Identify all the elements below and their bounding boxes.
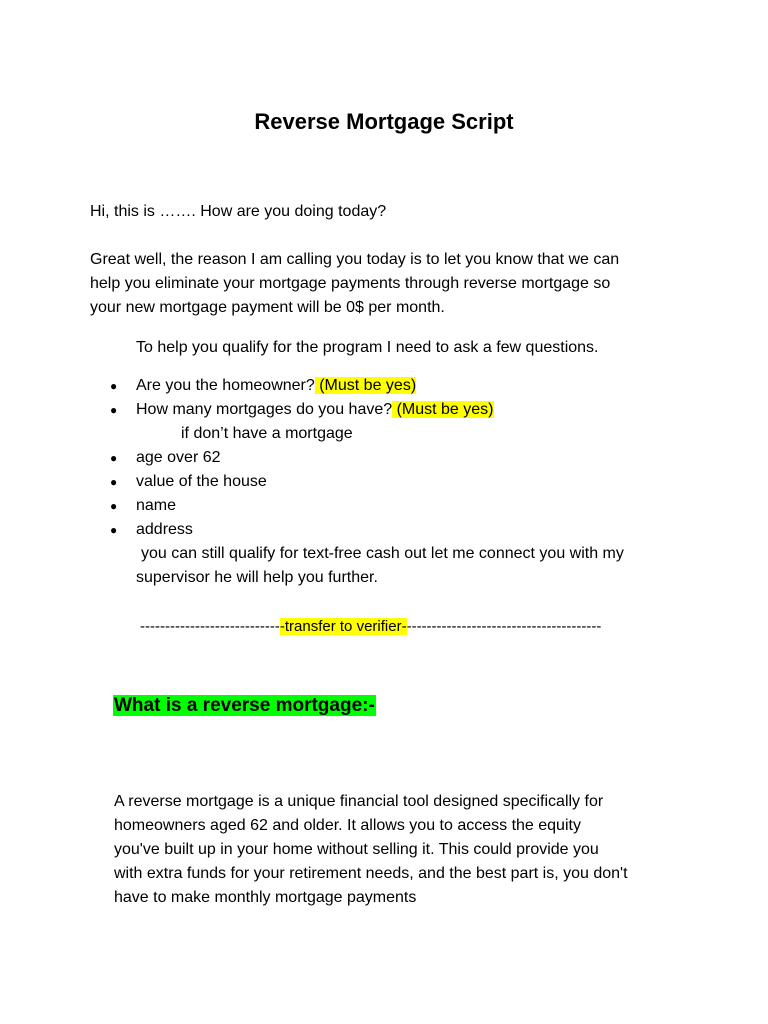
cashout-line-1: you can still qualify for text-free cash out let me connect you with my	[141, 545, 624, 562]
bullet-icon: ●	[110, 451, 118, 465]
cashout-line-2: supervisor he will help you further.	[136, 569, 378, 586]
section-heading	[113, 694, 376, 718]
bullet-icon: ●	[110, 523, 118, 537]
intro-line-2: help you eliminate your mortgage payments through reverse mortgage so	[90, 275, 611, 292]
description-line-3: you've built up in your home without selling it. This could provide you	[114, 841, 599, 858]
must-be-yes-highlight: (Must be yes)	[314, 377, 417, 394]
list-item: address	[136, 521, 193, 538]
description-line-1: A reverse mortgage is a unique financial tool designed specifically for	[114, 793, 604, 810]
list-item: age over 62	[136, 449, 221, 466]
qualify-text: To help you qualify for the program I need to ask a few questions.	[136, 339, 599, 356]
bullet-icon: ●	[110, 475, 118, 489]
description-line-4: with extra funds for your retirement needs, and the best part is, you don't	[114, 865, 628, 882]
description-line-5: have to make monthly mortgage payments	[114, 889, 417, 906]
transfer-dashes-left: ----------------------------	[140, 618, 280, 635]
must-be-yes-highlight: (Must be yes)	[392, 401, 494, 418]
greeting-line: Hi, this is ……. How are you doing today?	[90, 203, 387, 220]
description-line-2: homeowners aged 62 and older. It allows you to access the equity	[114, 817, 581, 834]
document-title: Reverse Mortgage Script	[254, 109, 514, 134]
section-heading-text: What is a reverse mortgage:-	[114, 695, 375, 716]
list-item: name	[136, 497, 177, 514]
list-item: value of the house	[136, 473, 267, 490]
list-item	[136, 398, 494, 422]
transfer-line	[140, 615, 601, 639]
bullet-icon: ●	[110, 379, 118, 393]
mortgage-note: if don’t have a mortgage	[181, 425, 353, 442]
intro-line-1: Great well, the reason I am calling you today is to let you know that we can	[90, 251, 620, 268]
bullet-icon: ●	[110, 499, 118, 513]
list-item	[136, 374, 416, 398]
list-item-text: Are you the homeowner?	[136, 377, 315, 394]
transfer-to-verifier-highlight: -transfer to verifier-	[279, 618, 407, 635]
list-item-text: How many mortgages do you have?	[136, 401, 393, 418]
bullet-icon: ●	[110, 403, 118, 417]
intro-line-3: your new mortgage payment will be 0$ per month.	[90, 299, 445, 316]
transfer-dashes-right: ---------------------------------------	[406, 618, 602, 635]
